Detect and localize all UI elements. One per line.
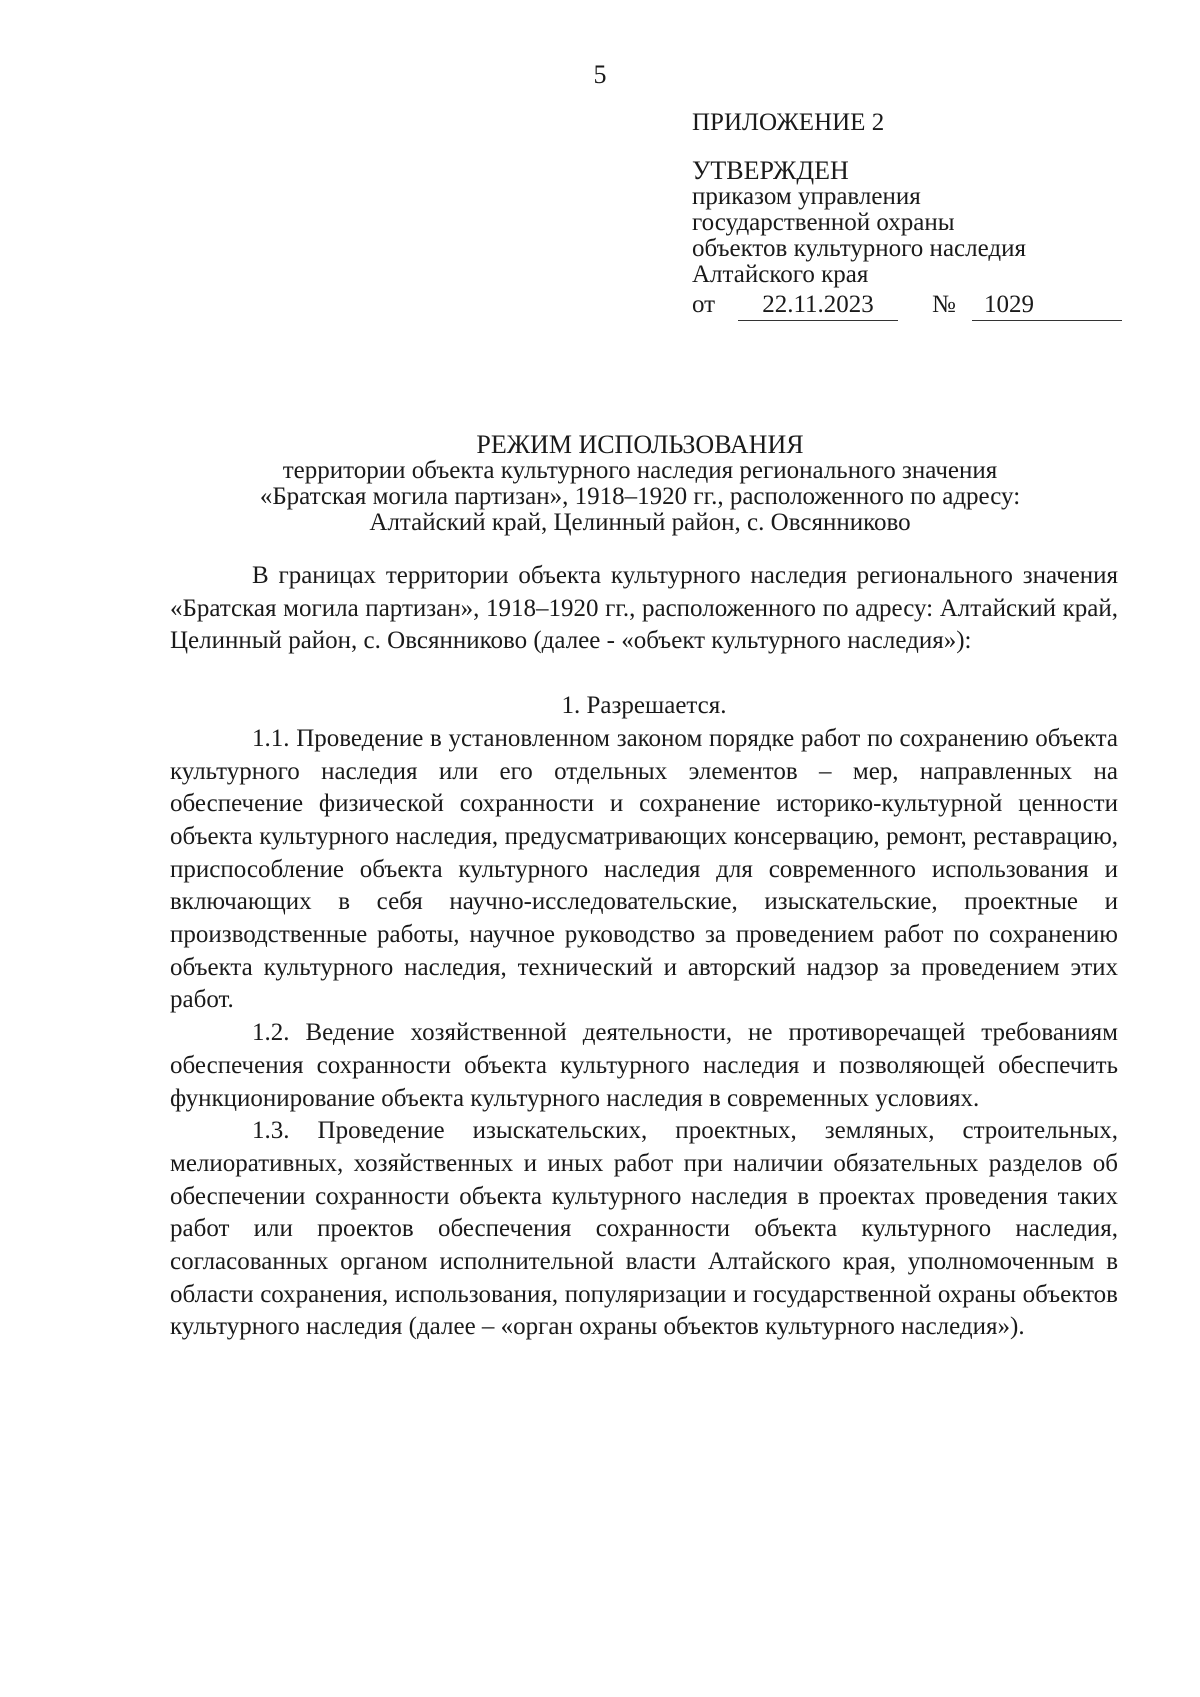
clause-1-3: 1.3. Проведение изыскательских, проектных, земляных, строительных, мелиоративных, хозяйственных и иных работ при наличии обязательных разделов об обеспечении сохранности объекта культурного наследия в проектах проведения таких работ или проектов обеспечения сохранности объекта культурного наследия, согласованных органом исполнительной власти Алтайского края, уполномоченным в области сохранения, использования, популяризации и государственной охраны объектов культурного наследия (далее – «орган охраны объектов культурного наследия»).	[170, 1117, 1118, 1341]
appendix-line: Алтайского края	[692, 261, 869, 288]
intro-paragraph: В границах территории объекта культурного наследия регионального значения «Братская могила партизан», 1918–1920 гг., расположенного по адресу: Алтайский край, Целинный район, с. Овсянниково (далее - «объект культурного наследия»):	[170, 562, 1118, 655]
from-label: от	[692, 291, 716, 318]
title-main: РЕЖИМ ИСПОЛЬЗОВАНИЯ	[476, 430, 804, 459]
appendix-line: государственной охраны	[692, 209, 955, 236]
title-line: Алтайский край, Целинный район, с. Овсянниково	[369, 509, 911, 536]
clause-1-1: 1.1. Проведение в установленном законом порядке работ по сохранению объекта культурного наследия или его отдельных элементов – мер, направленных на обеспечение физической сохранности и сохранение историко-культурной ценности объекта культурного наследия, предусматривающих консервацию, ремонт, реставрацию, приспособление объекта культурного наследия для современного использования и включающих в себя научно-исследовательские, изыскательские, проектные и производственные работы, научное руководство за проведением работ по сохранению объекта культурного наследия, технический и авторский надзор за проведением этих работ.	[170, 724, 1118, 1014]
document-body	[170, 560, 1118, 1344]
title-line: территории объекта культурного наследия регионального значения	[282, 457, 998, 484]
appendix-title: ПРИЛОЖЕНИЕ 2	[692, 109, 885, 136]
document-title	[160, 432, 1120, 536]
title-line: «Братская могила партизан», 1918–1920 гг., расположенного по адресу:	[259, 483, 1021, 510]
number-sign: №	[932, 291, 956, 318]
page-number: 5	[593, 60, 607, 89]
approved-label: УТВЕРЖДЕН	[692, 156, 849, 185]
order-date-row	[692, 290, 1152, 324]
appendix-line: объектов культурного наследия	[692, 235, 1026, 262]
section-heading: 1. Разрешается.	[561, 692, 727, 720]
clause-1-2: 1.2. Ведение хозяйственной деятельности, не противоречащей требованиям обеспечения сохранности объекта культурного наследия и позволяющей обеспечить функционирование объекта культурного наследия в современных условиях.	[170, 1019, 1118, 1112]
appendix-block	[692, 110, 1152, 324]
order-date: 22.11.2023	[738, 292, 898, 321]
appendix-line: приказом управления	[692, 183, 921, 210]
order-number: 1029	[972, 292, 1122, 321]
